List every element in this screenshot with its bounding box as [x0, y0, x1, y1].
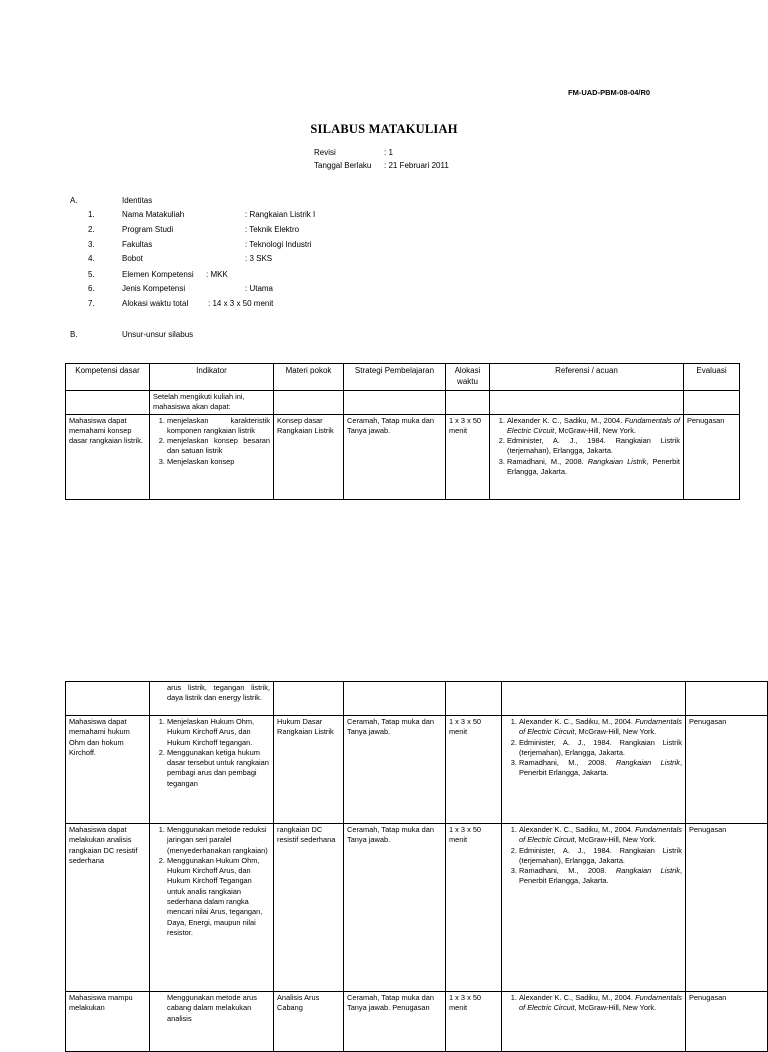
- referensi-cell: [502, 992, 686, 1052]
- list-item: 3. Ramadhani, M., 2008. Rangkaian Listrik, Penerbit Erlangga, Jakarta.: [519, 866, 682, 887]
- table-row: [66, 716, 768, 824]
- item-number: 1.: [88, 210, 95, 219]
- syllabus-table-1: [65, 363, 740, 500]
- strategi-cell: Ceramah, Tatap muka dan Tanya jawab. Penugasan: [344, 992, 446, 1052]
- form-code: FM-UAD-PBM-08-04/R0: [568, 88, 651, 97]
- list-item: 3. Ramadhani, M., 2008. Rangkaian Listrik, Penerbit Erlangga, Jakarta.: [507, 457, 680, 478]
- meta-value: : 1: [384, 148, 393, 157]
- alokasi-cell: 1 x 3 x 50 menit: [446, 992, 502, 1052]
- indikator-cell: [150, 414, 274, 499]
- header-materi: Materi pokok: [274, 364, 344, 391]
- item-value: : Teknologi Industri: [245, 240, 312, 249]
- header-kompetensi: Kompetensi dasar: [66, 364, 150, 391]
- strategi-cell: Ceramah, Tatap muka dan Tanya jawab.: [344, 716, 446, 824]
- intro-text: Setelah mengikuti kuliah ini, mahasiswa akan dapat:: [150, 391, 274, 415]
- alokasi-cell: 1 x 3 x 50 menit: [446, 824, 502, 992]
- meta-label: Revisi: [314, 148, 336, 157]
- table-row: [66, 391, 740, 415]
- item-number: 7.: [88, 299, 95, 308]
- materi-cell: Hukum Dasar Rangkaian Listrik: [274, 716, 344, 824]
- table-header-row: [66, 364, 740, 391]
- table-row: [66, 682, 768, 716]
- evaluasi-cell: Penugasan: [686, 992, 768, 1052]
- item-value: : 3 SKS: [245, 254, 273, 263]
- kompetensi-cell: Mahasiswa mampu melakukan: [66, 992, 150, 1052]
- identitas-item: [88, 254, 388, 266]
- table-row: [66, 414, 740, 499]
- list-item: 1. Alexander K. C., Sadiku, M., 2004. Fundamentals of Electric Circuit, McGraw-Hill, New York.: [519, 717, 682, 738]
- referensi-cell: [490, 414, 684, 499]
- identitas-item: [88, 284, 388, 296]
- list-item: 1. Alexander K. C., Sadiku, M., 2004. Fundamentals of Electric Circuit, McGraw-Hill, New York.: [519, 993, 682, 1014]
- list-item: 3. Menjelaskan konsep: [167, 457, 270, 467]
- item-label: Alokasi waktu total: [122, 299, 189, 308]
- item-value: : Teknik Elektro: [245, 225, 300, 234]
- alokasi-cell: 1 x 3 x 50 menit: [446, 414, 490, 499]
- meta-label: Tanggal Berlaku: [314, 161, 372, 170]
- evaluasi-cell: Penugasan: [686, 716, 768, 824]
- item-number: 3.: [88, 240, 95, 249]
- item-label: Jenis Kompetensi: [122, 284, 186, 293]
- item-label: Program Studi: [122, 225, 174, 234]
- header-strategi: Strategi Pembelajaran: [344, 364, 446, 391]
- section-a-title: Identitas: [122, 196, 153, 205]
- materi-cell: Konsep dasar Rangkaian Listrik: [274, 414, 344, 499]
- materi-cell: rangkaian DC resistif sederhana: [274, 824, 344, 992]
- list-item: 1. menjelaskan karakteristik komponen rangkaian listrik: [167, 416, 270, 437]
- indikator-continuation: arus listrik, tegangan listrik, daya listrik dan energy listrik.: [150, 682, 274, 716]
- identitas-item: [88, 299, 388, 311]
- document-title: SILABUS MATAKULIAH: [310, 122, 458, 136]
- list-item: 1. Menjelaskan Hukum Ohm, Hukum Kirchoff Arus, dan Hukum Kirchoff tegangan.: [167, 717, 270, 748]
- list-item: 2. Edminister, A. J., 1984. Rangkaian Listrik (terjemahan), Erlangga, Jakarta.: [519, 846, 682, 867]
- header-referensi: Referensi / acuan: [490, 364, 684, 391]
- header-alokasi: Alokasi waktu: [446, 364, 490, 391]
- materi-cell: Analisis Arus Cabang: [274, 992, 344, 1052]
- identitas-item: [88, 210, 388, 222]
- identitas-item: [88, 270, 388, 282]
- identitas-item: [88, 225, 388, 237]
- referensi-cell: [502, 824, 686, 992]
- referensi-cell: [502, 716, 686, 824]
- kompetensi-cell: Mahasiswa dapat memahami konsep dasar rangkaian listrik.: [66, 414, 150, 499]
- header-evaluasi: Evaluasi: [684, 364, 740, 391]
- alokasi-cell: 1 x 3 x 50 menit: [446, 716, 502, 824]
- item-value: : 14 x 3 x 50 menit: [208, 299, 274, 308]
- table-row: [66, 992, 768, 1052]
- kompetensi-cell: Mahasiswa dapat memahami hukum Ohm dan hokum Kirchoff.: [66, 716, 150, 824]
- evaluasi-cell: Penugasan: [686, 824, 768, 992]
- list-item: 3. Ramadhani, M., 2008. Rangkaian Listrik, Penerbit Erlangga, Jakarta.: [519, 758, 682, 779]
- section-a-letter: A.: [70, 196, 78, 205]
- evaluasi-cell: Penugasan: [684, 414, 740, 499]
- item-value: : MKK: [206, 270, 228, 279]
- item-number: 6.: [88, 284, 95, 293]
- item-number: 5.: [88, 270, 95, 279]
- list-item: 2. Menggunakan ketiga hukum dasar tersebut untuk rangkaian pembagi arus dan pembagi tegangan: [167, 748, 270, 789]
- item-number: 4.: [88, 254, 95, 263]
- item-value: : Rangkaian Listrik I: [245, 210, 316, 219]
- item-label: Nama Matakuliah: [122, 210, 185, 219]
- list-item: 2. menjelaskan konsep besaran dan satuan listrik: [167, 436, 270, 457]
- syllabus-table-2: [65, 681, 768, 1052]
- list-item: 1. Menggunakan metode reduksi jaringan seri paralel (menyederhanakan rangkaian): [167, 825, 270, 856]
- section-b-title: Unsur-unsur silabus: [122, 330, 194, 339]
- list-item: 1. Alexander K. C., Sadiku, M., 2004. Fundamentals of Electric Circuit, McGraw-Hill, New York.: [519, 825, 682, 846]
- identitas-item: [88, 240, 388, 252]
- header-indikator: Indikator: [150, 364, 274, 391]
- table-row: [66, 824, 768, 992]
- kompetensi-cell: Mahasiswa dapat melakukan analisis rangkaian DC resistif sederhana: [66, 824, 150, 992]
- list-item: 2. Menggunakan Hukum Ohm, Hukum Kirchoff Arus, dan Hukum Kirchoff Tegangan untuk analis rangkaian sederhana dalam rangka mencari nilai Arus, tegangan, Daya, Energi, maupun nilai resistor.: [167, 856, 270, 938]
- indikator-cell: [150, 824, 274, 992]
- item-label: Fakultas: [122, 240, 153, 249]
- item-label: Bobot: [122, 254, 143, 263]
- list-item: 2. Edminister, A. J., 1984. Rangkaian Listrik (terjemahan), Erlangga, Jakarta.: [507, 436, 680, 457]
- list-item: 2. Edminister, A. J., 1984. Rangkaian Listrik (terjemahan), Erlangga, Jakarta.: [519, 738, 682, 759]
- section-b-letter: B.: [70, 330, 78, 339]
- item-label: Elemen Kompetensi: [122, 270, 194, 279]
- item-value: : Utama: [245, 284, 274, 293]
- item-number: 2.: [88, 225, 95, 234]
- strategi-cell: Ceramah, Tatap muka dan Tanya jawab.: [344, 824, 446, 992]
- indikator-cell: [150, 716, 274, 824]
- indikator-cell: Menggunakan metode arus cabang dalam melakukan analisis: [150, 992, 274, 1052]
- meta-value: : 21 Februari 2011: [384, 161, 449, 170]
- list-item: 1. Alexander K. C., Sadiku, M., 2004. Fundamentals of Electric Circuit, McGraw-Hill, New York.: [507, 416, 680, 437]
- strategi-cell: Ceramah, Tatap muka dan Tanya jawab.: [344, 414, 446, 499]
